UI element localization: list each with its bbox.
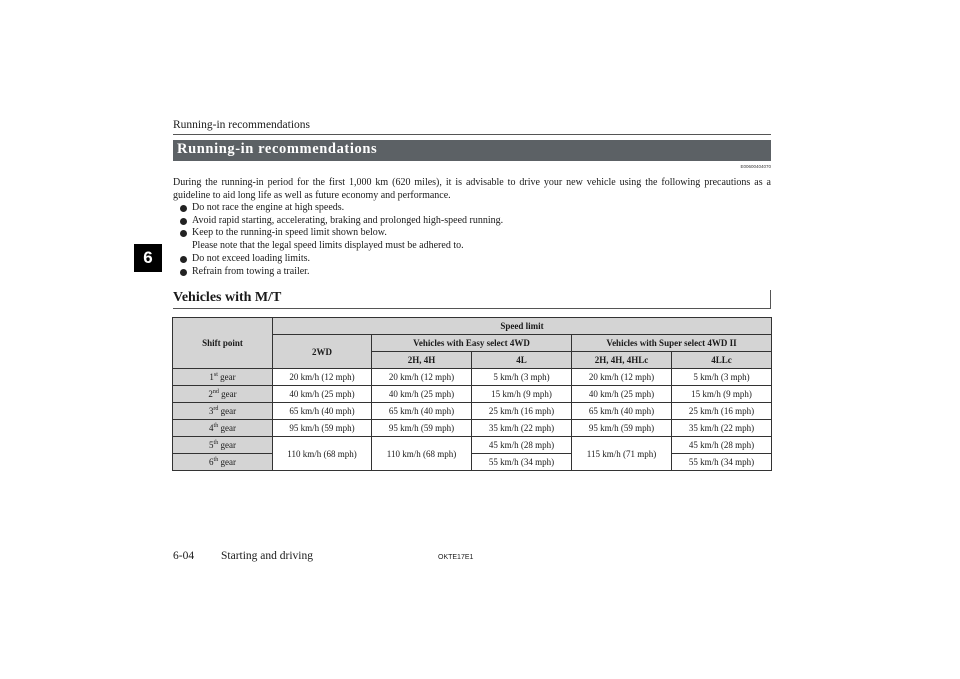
list-item-text: Do not race the engine at high speeds. [192,202,345,213]
list-item-note: Please note that the legal speed limits displayed must be adhered to. [192,240,464,252]
super-select-header: Vehicles with Super select 4WD II [572,335,772,352]
easy-4l-header: 4L [472,352,572,369]
header-rule [173,134,771,135]
gear-cell: 5th gear [173,437,273,454]
table-cell: 95 km/h (59 mph) [273,420,372,437]
table-cell: 15 km/h (9 mph) [672,386,772,403]
list-item [180,227,770,252]
list-item-text: Do not exceed loading limits. [192,252,311,264]
table-cell: 65 km/h (40 mph) [572,403,672,420]
table-cell: 40 km/h (25 mph) [572,386,672,403]
table-row [173,437,772,454]
footer-manual-code: OKTE17E1 [438,554,474,561]
table-cell: 25 km/h (16 mph) [472,403,572,420]
easy-2h4h-header: 2H, 4H [372,352,472,369]
bullet-icon [180,205,187,212]
footer-page-number: 6-04 [173,550,195,562]
table-row [173,403,772,420]
table-cell: 65 km/h (40 mph) [273,403,372,420]
footer-section-title: Starting and driving [221,550,313,562]
gear-cell: 4th gear [173,420,273,437]
table-row [173,369,772,386]
table-cell: 55 km/h (34 mph) [472,454,572,471]
list-item [180,202,770,215]
table-cell: 15 km/h (9 mph) [472,386,572,403]
list-item [180,215,770,228]
intro-paragraph: During the running-in period for the first 1,000 km (620 miles), it is advisable to drive your new vehicle using the following precautions as a guideline to aid long life as well as future economy and performance. [173,177,771,201]
gear-cell: 6th gear [173,454,273,471]
table-cell: 25 km/h (16 mph) [672,403,772,420]
table-row [173,386,772,403]
list-item [180,266,770,279]
easy-select-header: Vehicles with Easy select 4WD [372,335,572,352]
table-cell: 55 km/h (34 mph) [672,454,772,471]
table-cell: 5 km/h (3 mph) [672,369,772,386]
table-cell-merged: 110 km/h (68 mph) [372,437,472,471]
table-cell: 20 km/h (12 mph) [372,369,472,386]
table-cell: 20 km/h (12 mph) [273,369,372,386]
table-cell: 40 km/h (25 mph) [273,386,372,403]
gear-cell: 1st gear [173,369,273,386]
table-cell: 95 km/h (59 mph) [572,420,672,437]
bullet-icon [180,269,187,276]
list-item [180,253,770,266]
table-cell: 95 km/h (59 mph) [372,420,472,437]
gear-cell: 2nd gear [173,386,273,403]
bullet-icon [180,230,187,237]
table-cell: 20 km/h (12 mph) [572,369,672,386]
bullet-icon [180,218,187,225]
speed-limit-header: Speed limit [273,318,772,335]
2wd-header: 2WD [273,335,372,369]
running-head-title: Running-in recommendations [173,119,311,131]
table-cell: 5 km/h (3 mph) [472,369,572,386]
super-4llc-header: 4LLc [672,352,772,369]
section-title: Running-in recommendations [177,141,378,157]
list-item-text: Keep to the running-in speed limit shown below. [192,227,387,239]
shift-point-header: Shift point [173,318,273,369]
precautions-list [180,202,770,278]
table-cell: 35 km/h (22 mph) [672,420,772,437]
document-code: E00600404070 [740,164,771,169]
table-cell: 35 km/h (22 mph) [472,420,572,437]
table-cell: 45 km/h (28 mph) [472,437,572,454]
chapter-tab: 6 [134,244,162,272]
table-row [173,454,772,471]
bullet-icon [180,256,187,263]
table-cell: 40 km/h (25 mph) [372,386,472,403]
super-2h4h4hlc-header: 2H, 4H, 4HLc [572,352,672,369]
subsection-rule-vertical [770,290,771,309]
gear-cell: 3rd gear [173,403,273,420]
table-row [173,420,772,437]
subsection-rule [173,308,771,309]
table-cell: 65 km/h (40 mph) [372,403,472,420]
list-item-text: Refrain from towing a trailer. [192,265,310,277]
table-cell-merged: 110 km/h (68 mph) [273,437,372,471]
speed-limit-table [172,317,772,471]
subsection-heading: Vehicles with M/T [173,290,282,305]
table-cell-merged: 115 km/h (71 mph) [572,437,672,471]
list-item-text: Avoid rapid starting, accelerating, braking and prolonged high-speed running. [192,214,504,226]
table-cell: 45 km/h (28 mph) [672,437,772,454]
